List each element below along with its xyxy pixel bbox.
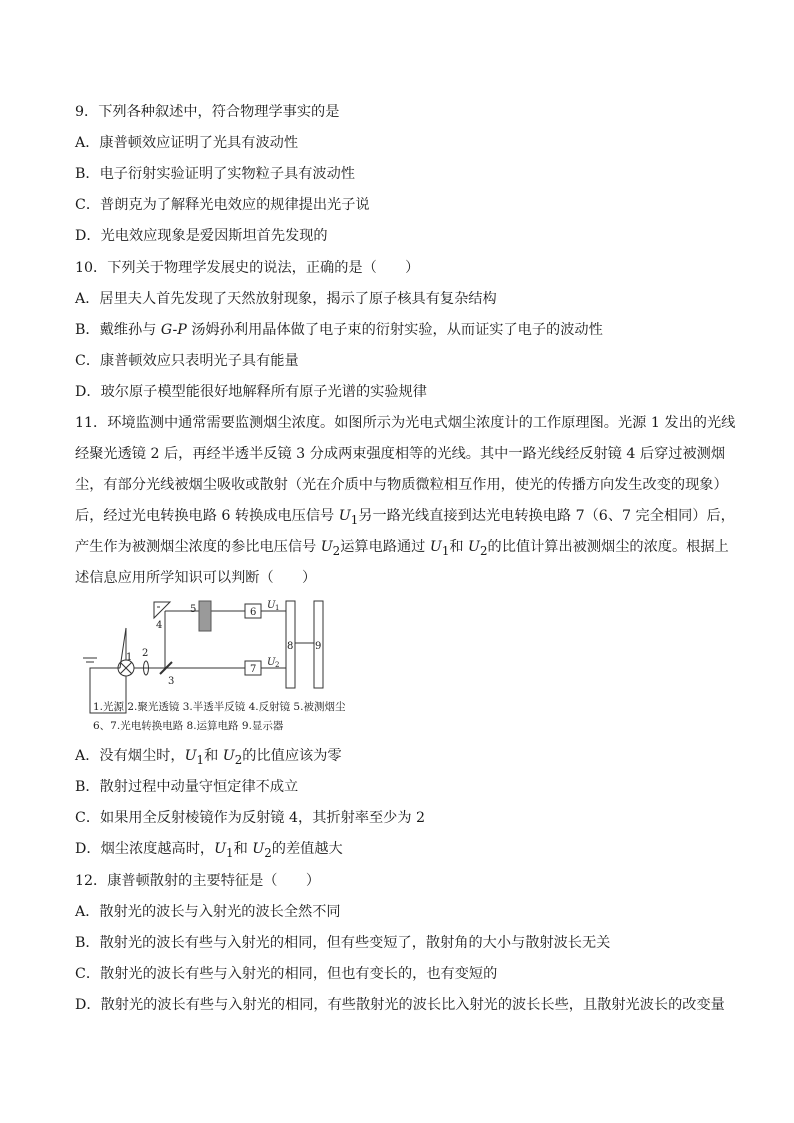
label-u2: U (267, 657, 276, 668)
diagram-caption-2: 6、7.光电转换电路 8.运算电路 9.显示器 (93, 720, 284, 732)
q11-stem-line-4: 后，经过光电转换电路 6 转换成电压信号 $U_1$另一路光线直接到达光电转换电路 7（6、7 完全相同）后， (75, 508, 735, 527)
label-9: 9 (315, 641, 322, 652)
q10-stem: 10．下列关于物理学发展史的说法，正确的是（ ） (75, 260, 420, 276)
q9-option-a: A．康普顿效应证明了光具有波动性 (75, 135, 299, 151)
q11-option-a: A．没有烟尘时，$U_1$和 $U_2$的比值应该为零 (75, 748, 342, 767)
q10-option-d: D．玻尔原子模型能很好地解释所有原子光谱的实验规律 (75, 384, 427, 400)
label-8: 8 (287, 641, 294, 652)
q12-option-c: C．散射光的波长有些与入射光的相同，但也有变长的，也有变短的 (75, 966, 498, 982)
q12-stem: 12．康普顿散射的主要特征是（ ） (75, 873, 321, 889)
label-6: 6 (250, 607, 257, 618)
label-u1: U (267, 600, 276, 611)
q9-option-b: B．电子衍射实验证明了实物粒子具有波动性 (75, 166, 355, 182)
label-1: 1 (126, 652, 133, 663)
q12-option-b: B．散射光的波长有些与入射光的相同，但有些变短了，散射角的大小与散射波长无关 (75, 935, 611, 951)
smoke-meter-diagram (80, 598, 380, 738)
reflector-prism (154, 602, 170, 618)
label-7: 7 (250, 664, 257, 675)
smoke-sample (199, 601, 211, 631)
label-5: 5 (190, 604, 197, 615)
q11-option-c: C．如果用全反射棱镜作为反射镜 4，其折射率至少为 2 (75, 810, 426, 826)
q10-option-b: B．戴维孙与 G-P 汤姆孙利用晶体做了电子束的衍射实验，从而证实了电子的波动性 (75, 322, 603, 338)
label-2: 2 (142, 648, 149, 659)
q12-option-d: D．散射光的波长有些与入射光的相同，有些散射光的波长比入射光的波长长些，且散射光波长的改变量 (75, 997, 725, 1013)
label-3: 3 (168, 676, 175, 687)
q11-stem-line-2: 经聚光透镜 2 后，再经半透半反镜 3 分成两束强度相等的光线。其中一路光线经反射镜 4 后穿过被测烟 (75, 446, 726, 462)
label-u2-sub: 2 (275, 661, 280, 669)
diagram-caption-1: 1.光源 2.聚光透镜 3.半透半反镜 4.反射镜 5.被测烟尘 (93, 701, 346, 713)
q9-option-d: D．光电效应现象是爱因斯坦首先发现的 (75, 228, 328, 244)
q11-stem-line-3: 尘，有部分光线被烟尘吸收或散射（光在介质中与物质微粒相互作用，使光的传播方向发生改变的现象） (75, 477, 728, 493)
q11-option-b: B．散射过程中动量守恒定律不成立 (75, 779, 299, 795)
q10-option-c: C．康普顿效应只表明光子具有能量 (75, 353, 299, 369)
q9-stem: 9．下列各种叙述中，符合物理学事实的是 (75, 104, 340, 120)
q11-stem-line-5: 产生作为被测烟尘浓度的参比电压信号 $U_2$运算电路通过 $U_1$和 $U_2$的比值计算出被测烟尘的浓度。根据上 (75, 539, 729, 558)
q11-stem-line-6: 述信息应用所学知识可以判断（ ） (75, 570, 317, 586)
label-u1-sub: 1 (275, 604, 280, 612)
q9-option-c: C．普朗克为了解释光电效应的规律提出光子说 (75, 197, 370, 213)
q11-stem-line-1: 11．环境监测中通常需要监测烟尘浓度。如图所示为光电式烟尘浓度计的工作原理图。光源 1 发出的光线 (75, 415, 736, 431)
q11-option-d: D．烟尘浓度越高时，$U_1$和 $U_2$的差值越大 (75, 841, 343, 860)
label-4: 4 (156, 620, 163, 631)
q10-option-a: A．居里夫人首先发现了天然放射现象，揭示了原子核具有复杂结构 (75, 291, 497, 307)
q12-option-a: A．散射光的波长与入射光的波长全然不同 (75, 904, 341, 920)
